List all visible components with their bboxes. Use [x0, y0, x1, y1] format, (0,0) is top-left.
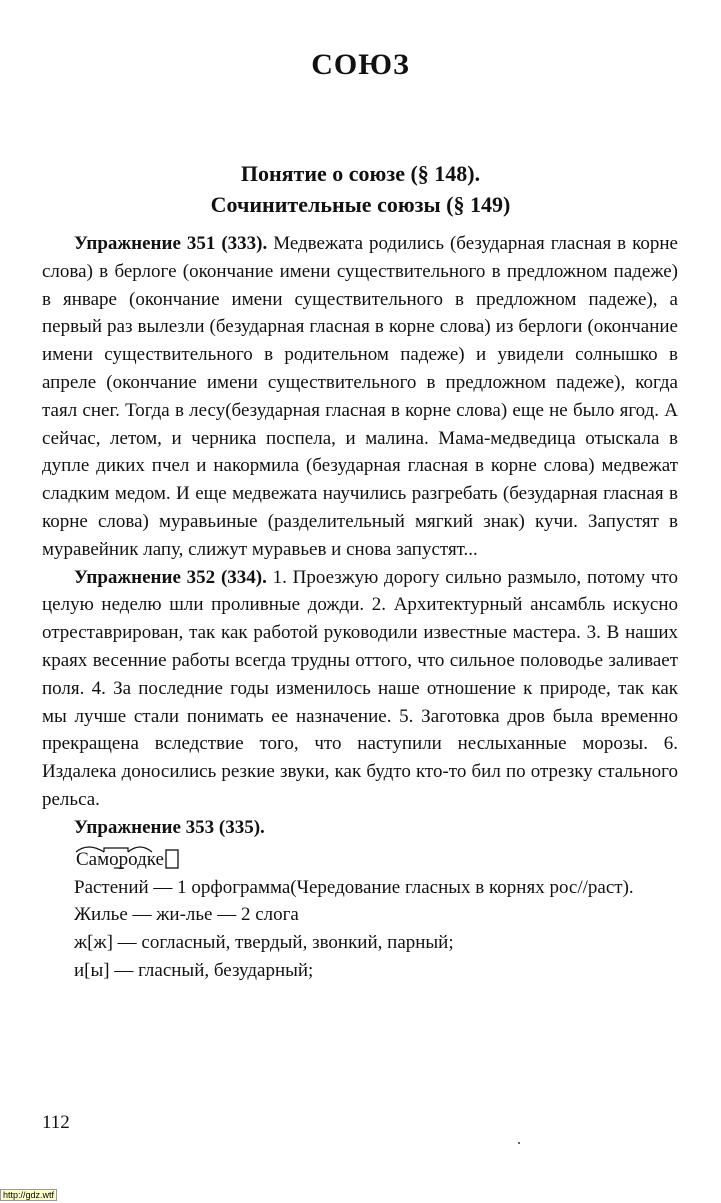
- exercise-351-text: Медвежата родились (безударная гласная в корне слова) в берлоге (окончание имени существительного в предложном падеже) в январе (окончание имени существительного в предложном падеже), а первый раз вылезли (безударная гласная в корне слова) из берлоги (окончание имени существительного в родительном падеже) и увидели солнышко в апреле (окончание имени существительного в предложном падеже), когда таял снег. Тогда в лесу(безударная гласная в корне слова) еще не было ягод. А сейчас, летом, и черника поспела, и малина. Мама-медведица отыскала в дупле диких пчел и накормила (безударная гласная в корне слова) медвежат сладким медом. И еще медвежата научились разгребать (безударная гласная в корне слова) муравьиные (разделительный мягкий знак) кучи. Запустят в муравейник лапу, слижут муравьев и снова запустят...: [42, 233, 678, 560]
- section-heading-line2: Сочинительные союзы (§ 149): [210, 192, 511, 217]
- page-number: 112: [42, 1112, 70, 1133]
- body-text: [42, 230, 678, 985]
- word-morpheme-analysis: [74, 842, 678, 872]
- chapter-title: СОЮЗ: [311, 48, 410, 81]
- exercise-353-line4: и[ы] — гласный, безударный;: [74, 959, 314, 981]
- section-heading-line1: Понятие о союзе (§ 148).: [240, 161, 481, 186]
- section-heading: [0, 158, 721, 220]
- exercise-353-line1: Растений — 1 орфограмма(Чередование гласных в корнях рос//раст).: [74, 876, 634, 898]
- exercise-351: [42, 230, 678, 564]
- scan-speck: [518, 1142, 520, 1144]
- exercise-351-label: Упражнение 351 (333).: [74, 233, 268, 254]
- exercise-353-label: Упражнение 353 (335).: [74, 816, 265, 838]
- exercise-353-line2: Жилье — жи-лье — 2 слога: [74, 904, 299, 926]
- exercise-352-label: Упражнение 352 (334).: [74, 566, 267, 588]
- exercise-352: [42, 564, 678, 814]
- footer-link[interactable]: http://gdz.wtf: [0, 1189, 57, 1201]
- exercise-352-text: 1. Проезжую дорогу сильно размыло, потому что целую неделю шли проливные дожди. 2. Архитектурный ансамбль искусно отреставрирован, так как работой руководили известные мастера. 3. В наших краях весенние работы всегда трудны оттого, что сильное половодье заливает поля. 4. За последние годы изменилось наше отношение к природе, так как мы лучше стали понимать ее назначение. 5. Заготовка дров была временно прекращена вследствие того, что наступили неслыханные морозы. 6. Издалека доносились резкие звуки, как будто кто-то бил по отрезку стального рельса.: [42, 566, 678, 810]
- exercise-353-line3: ж[ж] — согласный, твердый, звонкий, парный;: [74, 932, 454, 954]
- exercise-353: [42, 814, 678, 842]
- analyzed-word: Самородке: [76, 848, 164, 870]
